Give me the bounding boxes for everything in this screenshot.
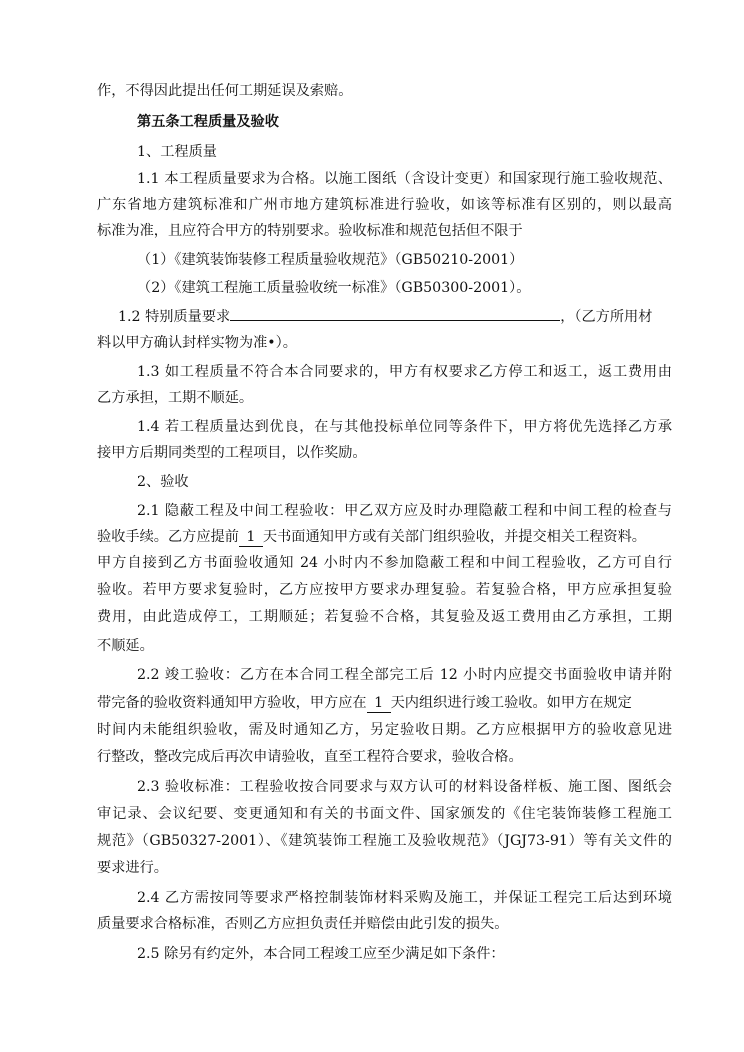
section-heading: 第五条工程质量及验收: [137, 114, 279, 130]
text-line: 要求进行。: [97, 860, 168, 876]
subsection-heading: 1、工程质量: [137, 144, 217, 160]
text-line: [118, 307, 672, 327]
text-line: 时间内未能组织验收，需及时通知乙方，另定验收日期。乙方应根据甲方的验收意见进: [97, 722, 672, 738]
text-line: 乙方承担，工期不顺延。: [97, 390, 254, 406]
text-line: 2.1 隐蔽工程及中间工程验收：甲乙双方应及时办理隐蔽工程和中间工程的检查与: [137, 503, 672, 519]
filled-blank: 1: [367, 695, 391, 713]
text-line: 标准为准，且应符合甲方的特别要求。验收标准和规范包括但不限于: [97, 223, 523, 239]
text-line: 审记录、会议纪要、变更通知和有关的书面文件、国家颁发的《住宅装饰装修工程施工: [97, 806, 672, 822]
filled-blank: 1: [239, 529, 263, 547]
text-line: 2.3 验收标准：工程验收按合同要求与双方认可的材料设备样板、施工图、图纸会: [137, 779, 672, 795]
standard-item: （1）《建筑装饰装修工程质量验收规范》（GB50210-2001）: [137, 252, 524, 268]
text-line: 料以甲方确认封样实物为准•）。: [97, 335, 297, 351]
text-segment: 带完备的验收资料通知甲方验收，甲方应在: [97, 695, 367, 711]
text-line: 接甲方后期同类型的工程项目，以作奖励。: [97, 445, 367, 461]
text-line: 2.4 乙方需按同等要求严格控制装饰材料采购及施工，并保证工程完工后达到环境: [137, 890, 672, 906]
text-line: 1.1 本工程质量要求为合格。以施工图纸（含设计变更）和国家现行施工验收规范、: [137, 171, 672, 187]
text-line: 2.2 竣工验收：乙方在本合同工程全部完工后 12 小时内应提交书面验收申请并附: [137, 667, 672, 683]
text-line: [97, 527, 672, 547]
standard-item: （2）《建筑工程施工质量验收统一标准》（GB50300-2001）。: [137, 280, 531, 296]
text-line: 不顺延。: [97, 638, 154, 654]
text-line: 作，不得因此提出任何工期延误及索赔。: [97, 83, 353, 99]
text-line: 甲方自接到乙方书面验收通知 24 小时内不参加隐蔽工程和中间工程验收，乙方可自行: [97, 555, 672, 571]
text-segment: 天内组织进行竣工验收。如甲方在规定: [390, 695, 632, 711]
text-line: 1.3 如工程质量不符合本合同要求的，甲方有权要求乙方停工和返工，返工费用由: [137, 364, 672, 380]
text-segment: 天书面通知甲方或有关部门组织验收，并提交相关工程资料。: [262, 529, 646, 545]
text-line: [97, 693, 672, 713]
text-line: 验收。若甲方要求复验时，乙方应按甲方要求办理复验。若复验合格，甲方应承担复验: [97, 582, 672, 598]
text-segment: 验收手续。乙方应提前: [97, 529, 239, 545]
clause-continuation: ，（乙方所用材: [560, 309, 653, 325]
text-line: 费用，由此造成停工，工期顺延；若复验不合格，其复验及返工费用由乙方承担，工期: [97, 609, 672, 625]
subsection-heading: 2、验收: [137, 474, 189, 490]
text-line: 广东省地方建筑标准和广州市地方建筑标准进行验收，如该等标准有区别的，则以最高: [97, 197, 672, 213]
text-line: 规范》（GB50327-2001）、《建筑装饰工程施工及验收规范》（JGJ73-91）等有关文件的: [97, 833, 672, 849]
blank-underline: [230, 320, 560, 321]
text-line: 行整改，整改完成后再次申请验收，直至工程符合要求，验收合格。: [97, 749, 523, 765]
text-line: 2.5 除另有约定外，本合同工程竣工应至少满足如下条件：: [137, 946, 505, 962]
text-line: 质量要求合格标准，否则乙方应担负责任并赔偿由此引发的损失。: [97, 916, 509, 932]
clause-label: 1.2 特别质量要求: [118, 309, 231, 325]
text-line: 1.4 若工程质量达到优良，在与其他投标单位同等条件下，甲方将优先选择乙方承: [137, 419, 672, 435]
